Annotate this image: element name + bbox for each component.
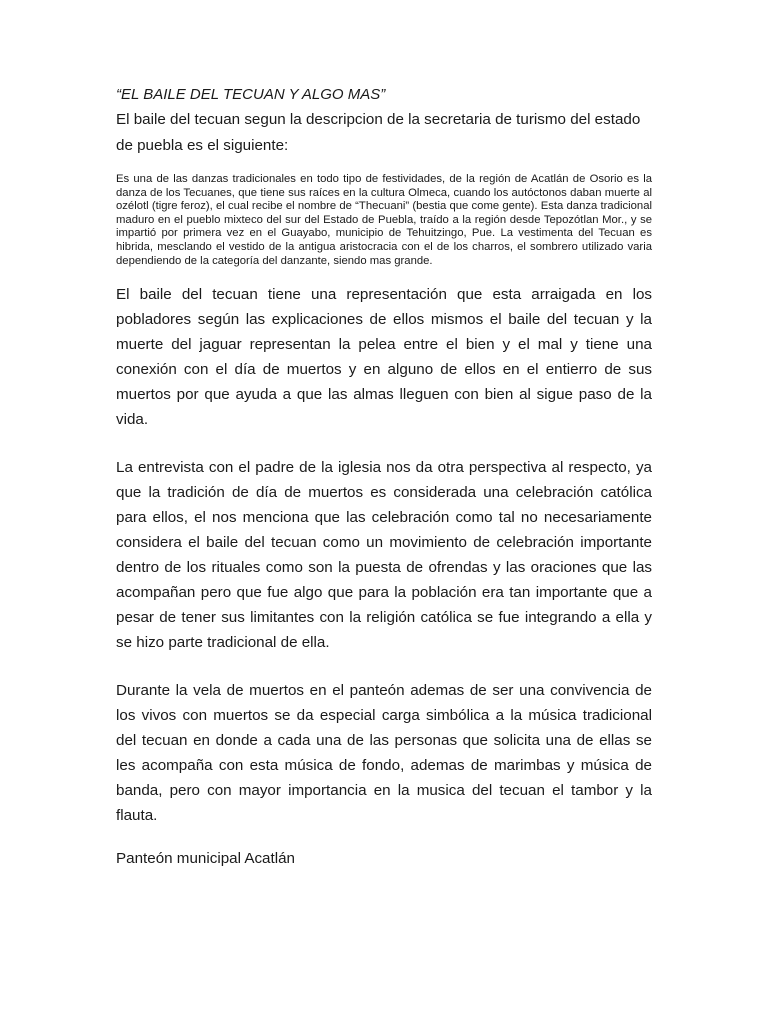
body-paragraph-1: El baile del tecuan tiene una representación que esta arraigada en los pobladores según las explicaciones de ellos mismos el baile del tecuan y la muerte del jaguar representan la pelea entre el bien y el mal y tiene una conexión con el día de muertos y en alguno de ellos en el entierro de sus muertos por que ayuda a que las almas lleguen con bien al sigue paso de la vida. [116,286,652,429]
body-paragraph-3: Durante la vela de muertos en el panteón ademas de ser una convivencia de los vivos con muertos se da especial carga simbólica a la música tradicional del tecuan en donde a cada una de las personas que solicita una de ellas se les acompaña con esta música de fondo, ademas de marimbas y música de banda, pero con mayor importancia en la musica del tecuan el tambor y la flauta. [116,682,652,825]
body-paragraph-2: La entrevista con el padre de la iglesia nos da otra perspectiva al respecto, ya que la tradición de día de muertos es considerada una celebración católica para ellos, el nos menciona que las celebración como tal no necesariamente considera el baile del tecuan como un movimiento de celebración importante dentro de los rituales como son la puesta de ofrendas y las oraciones que las acompañan pero que fue algo que para la población era tan importante que a pesar de tener sus limitantes con la religión católica se fue integrando a ella y se hizo parte tradicional de ella. [116,459,652,652]
intro-paragraph: El baile del tecuan segun la descripcion de la secretaria de turismo del estado de puebla es el siguiente: [116,111,641,154]
document-page [116,84,652,871]
closing-line: Panteón municipal Acatlán [116,850,295,868]
quoted-description: Es una de las danzas tradicionales en todo tipo de festividades, de la región de Acatlán de Osorio es la danza de los Tecuanes, que tiene sus raíces en la cultura Olmeca, cuando los autóctonos daban muerte al ozélotl (tigre feroz), el cual recibe el nombre de “Thecuani” (bestia que come gente). Esta danza tradicional maduro en el pueblo mixteco del sur del Estado de Puebla, traído a la región desde Tepozótlan Mor., y se impartió por primera vez en el Guayabo, municipio de Tehuitzingo, Pue. La vestimenta del Tecuan es hibrida, mesclando el vestido de la antigua aristocracia con el de los charros, el sombrero utilizado varia dependiendo de la categoría del danzante, siendo mas grande. [116,173,652,267]
document-title: “EL BAILE DEL TECUAN Y ALGO MAS” [116,86,386,103]
